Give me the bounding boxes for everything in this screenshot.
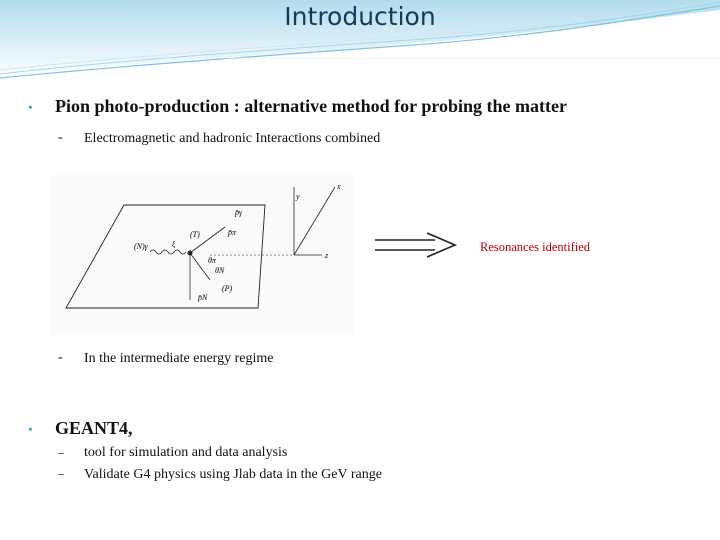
subitem-interactions: Electromagnetic and hadronic Interactions combined	[84, 131, 381, 146]
implies-arrow	[375, 230, 460, 260]
slide-title: Introduction	[284, 2, 436, 31]
label-eps: ξ	[172, 240, 176, 249]
subitem-energy-regime: In the intermediate energy regime	[84, 351, 274, 366]
dash-marker: –	[58, 466, 64, 480]
bullet-pion-photoproduction: Pion photo-production : alternative method for probing the matter	[55, 96, 567, 116]
dash-marker: -	[58, 130, 63, 145]
bullet-geant4: GEANT4,	[55, 418, 133, 438]
subitem-validate-g4: Validate G4 physics using Jlab data in the GeV range	[84, 467, 382, 482]
resonances-label: Resonances identified	[480, 240, 591, 254]
label-pol-pi: p̄π	[228, 228, 237, 237]
label-proton: (P)	[222, 284, 233, 293]
axis-label-z: z	[325, 251, 329, 260]
label-theta-pi: θπ	[208, 256, 216, 265]
subitem-simulation-tool: tool for simulation and data analysis	[84, 445, 288, 460]
label-theta-n: θN	[215, 266, 225, 275]
bullet-dot: •	[28, 101, 33, 116]
dash-marker: -	[58, 350, 63, 365]
label-pol-n: p̄N	[198, 293, 208, 302]
scattering-diagram	[50, 175, 354, 335]
bullet-dot: •	[28, 423, 33, 438]
axis-label-y: y	[296, 192, 300, 201]
axis-label-x: x	[337, 182, 341, 191]
label-pol-top: p̄γ	[235, 208, 243, 217]
dash-marker: –	[58, 445, 64, 459]
label-photon-beam: (N)γ	[134, 242, 148, 251]
label-target: (T)	[190, 230, 200, 239]
